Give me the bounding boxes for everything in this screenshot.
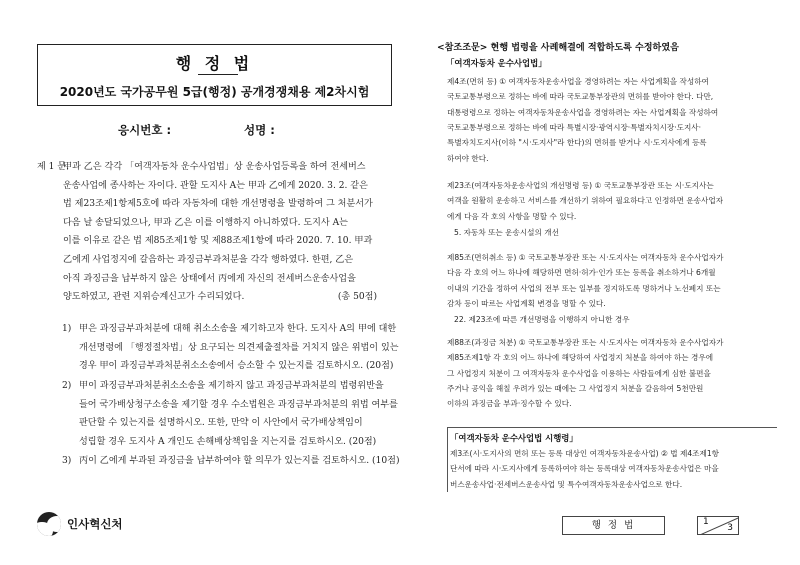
sub-question-line: 판단할 수 있는지를 설명하시오. 또한, 만약 이 사안에서 국가배상책임이 bbox=[79, 418, 363, 429]
article-line: 감차 등이 따르는 사업계획 변경을 명할 수 있다. bbox=[447, 298, 606, 308]
sub-question-number: 2) bbox=[62, 381, 72, 391]
article-line: 제88조(과징금 처분) ① 국토교통부장관 또는 시·도지사는 여객자동차 운수사업자가 bbox=[447, 338, 724, 347]
question-line: 乙에게 사업정지에 갈음하는 과징금부과처분을 각각 행하였다. 한편, 乙은 bbox=[63, 255, 354, 265]
decree-name: 「여객자동차 운수사업법 시행령」 bbox=[450, 433, 578, 443]
sub-question-line: 甲은 과징금부과처분에 대해 취소소송을 제기하고자 한다. 도지사 A의 甲에 대한 bbox=[79, 324, 397, 334]
article-line: 특별자치도지사(이하 "시·도지사"라 한다)의 면허를 받거나 시·도지사에게 등록 bbox=[447, 138, 707, 148]
question-line: 양도하였고, 관련 지위승계신고가 수리되었다. bbox=[63, 292, 245, 303]
article-line: 제23조(여객자동차운송사업의 개선명령 등) ① 국토교통부장관 또는 시·도지사는 bbox=[447, 181, 714, 190]
exam-title-box bbox=[37, 44, 392, 106]
title-underline bbox=[198, 74, 238, 75]
sub-question-line: 들어 국가배상청구소송을 제기할 경우 수소법원은 과징금부과처분의 위법 여부를 bbox=[79, 399, 398, 410]
question-line: 甲과 乙은 각각 「여객자동차 운수사업법」상 운송사업등록을 하여 전세버스 bbox=[63, 162, 366, 172]
sub-question-line: 개선명령에 「행정절차법」상 요구되는 의견제출절차를 거치지 않은 위법이 있는 bbox=[79, 342, 399, 353]
article-item: 22. 제23조에 따른 개선명령을 이행하지 아니한 경우 bbox=[454, 315, 630, 324]
article-line: 다음 각 호의 어느 하나에 해당하면 면허·허가·인가 또는 등록을 취소하거나 6개월 bbox=[447, 268, 716, 278]
article-line: 제85조제1항 각 호의 어느 하나에 해당하여 사업정지 처분을 하여야 하는 경우에 bbox=[447, 353, 714, 363]
organization-name: 인사혁신처 bbox=[67, 517, 123, 531]
article-line: 제3조(시·도지사의 면허 또는 등록 대상인 여객자동차운송사업) ② 법 제4조제1항 bbox=[450, 449, 720, 458]
article-line: 국토교통부령으로 정하는 바에 따라 특별시장·광역시장·특별자치시장·도지사· bbox=[447, 122, 702, 132]
article-line: 제85조(면허취소 등) ① 국토교통부장관 또는 시·도지사는 여객자동차 운수사업자가 bbox=[447, 253, 724, 262]
subject-title: 행 정 법 bbox=[175, 54, 254, 73]
question-number: 제 1 문. bbox=[37, 162, 70, 172]
sub-question-line: 성립할 경우 도지사 A 개인도 손해배상책임을 지는지를 검토하시오. (20점) bbox=[79, 436, 377, 447]
sub-question-number: 1) bbox=[62, 324, 72, 334]
sub-question-line: 경우 甲이 과징금부과처분취소소송에서 승소할 수 있는지를 검토하시오. (20점) bbox=[79, 361, 394, 372]
reference-title: <참조조문> 현행 법령을 사례해결에 적합하도록 수정하였음 bbox=[437, 43, 679, 53]
page-indicator bbox=[697, 516, 739, 535]
act-name: 「여객자동차 운수사업법」 bbox=[446, 58, 547, 68]
article-line: 주거나 공익을 해칠 우려가 있는 때에는 그 사업정지 처분을 갈음하여 5천만원 bbox=[447, 383, 704, 393]
government-emblem-icon bbox=[37, 512, 61, 536]
article-line: 단서에 따라 시·도지사에게 등록하여야 하는 등록대상 여객자동차운송사업은 마을 bbox=[450, 464, 719, 474]
article-line: 버스운송사업·전세버스운송사업 및 특수여객자동차운송사업으로 한다. bbox=[450, 479, 683, 489]
article-line: 대통령령으로 정하는 여객자동차운송사업을 경영하려는 자는 사업계획을 작성하여 bbox=[447, 107, 719, 117]
article-item: 5. 자동차 또는 운송시설의 개선 bbox=[454, 228, 559, 237]
article-line: 에게 다음 각 호의 사항을 명할 수 있다. bbox=[447, 211, 577, 221]
article-line: 그 사업정지 처분이 그 여객자동차 운수사업을 이용하는 사람들에게 심한 불편을 bbox=[447, 368, 711, 378]
question-line: 이를 이유로 같은 법 제85조제1항 및 제88조제1항에 따라 2020. 7. 10. 甲과 bbox=[63, 236, 373, 247]
article-line: 국토교통부령으로 정하는 바에 따라 국토교통부장관의 면허를 받아야 한다. 다만, bbox=[447, 92, 714, 102]
sub-question-line: 甲이 과징금부과처분취소소송을 제기하지 않고 과징금부과처분의 법령위반을 bbox=[79, 381, 384, 391]
sub-question-number: 3) bbox=[62, 456, 72, 466]
question-line: 운송사업에 종사하는 자이다. 관할 도지사 A는 甲과 乙에게 2020. 3. 2. 같은 bbox=[63, 180, 368, 191]
article-line: 이하의 과징금을 부과·징수할 수 있다. bbox=[447, 399, 572, 409]
exam-title: 2020년도 국가공무원 5급(행정) 공개경쟁채용 제2차시험 bbox=[59, 85, 370, 99]
examinee-number-label: 응시번호 : bbox=[118, 123, 172, 137]
article-line: 제4조(면허 등) ① 여객자동차운송사업을 경영하려는 자는 사업계획을 작성하여 bbox=[447, 77, 709, 86]
current-page: 1 bbox=[703, 517, 709, 527]
sub-question-line: 丙이 乙에게 부과된 과징금을 납부하여야 할 의무가 있는지를 검토하시오. (10점) bbox=[79, 456, 400, 466]
footer-subject: 행 정 법 bbox=[562, 516, 665, 535]
question-line: 아직 과징금을 납부하지 않은 상태에서 丙에게 자신의 전세버스운송사업을 bbox=[63, 273, 356, 284]
examinee-name-label: 성명 : bbox=[244, 123, 275, 137]
article-line: 이내의 기간을 정하여 사업의 전부 또는 일부를 정지하도록 명하거나 노선폐지 또는 bbox=[447, 283, 721, 293]
question-line: 법 제23조제1항제5호에 따라 자동차에 대한 개선명령을 발령하여 그 처분서가 bbox=[63, 199, 373, 210]
article-line: 하여야 한다. bbox=[447, 153, 489, 163]
question-line: 다음 날 송달되었으나, 甲과 乙은 이를 이행하지 아니하였다. 도지사 A는 bbox=[63, 217, 348, 228]
question-points: (총 50점) bbox=[337, 292, 377, 303]
article-line: 여객을 원활히 운송하고 서비스를 개선하기 위하여 필요하다고 인정하면 운송사업자 bbox=[447, 196, 724, 206]
total-pages: 3 bbox=[727, 523, 733, 533]
